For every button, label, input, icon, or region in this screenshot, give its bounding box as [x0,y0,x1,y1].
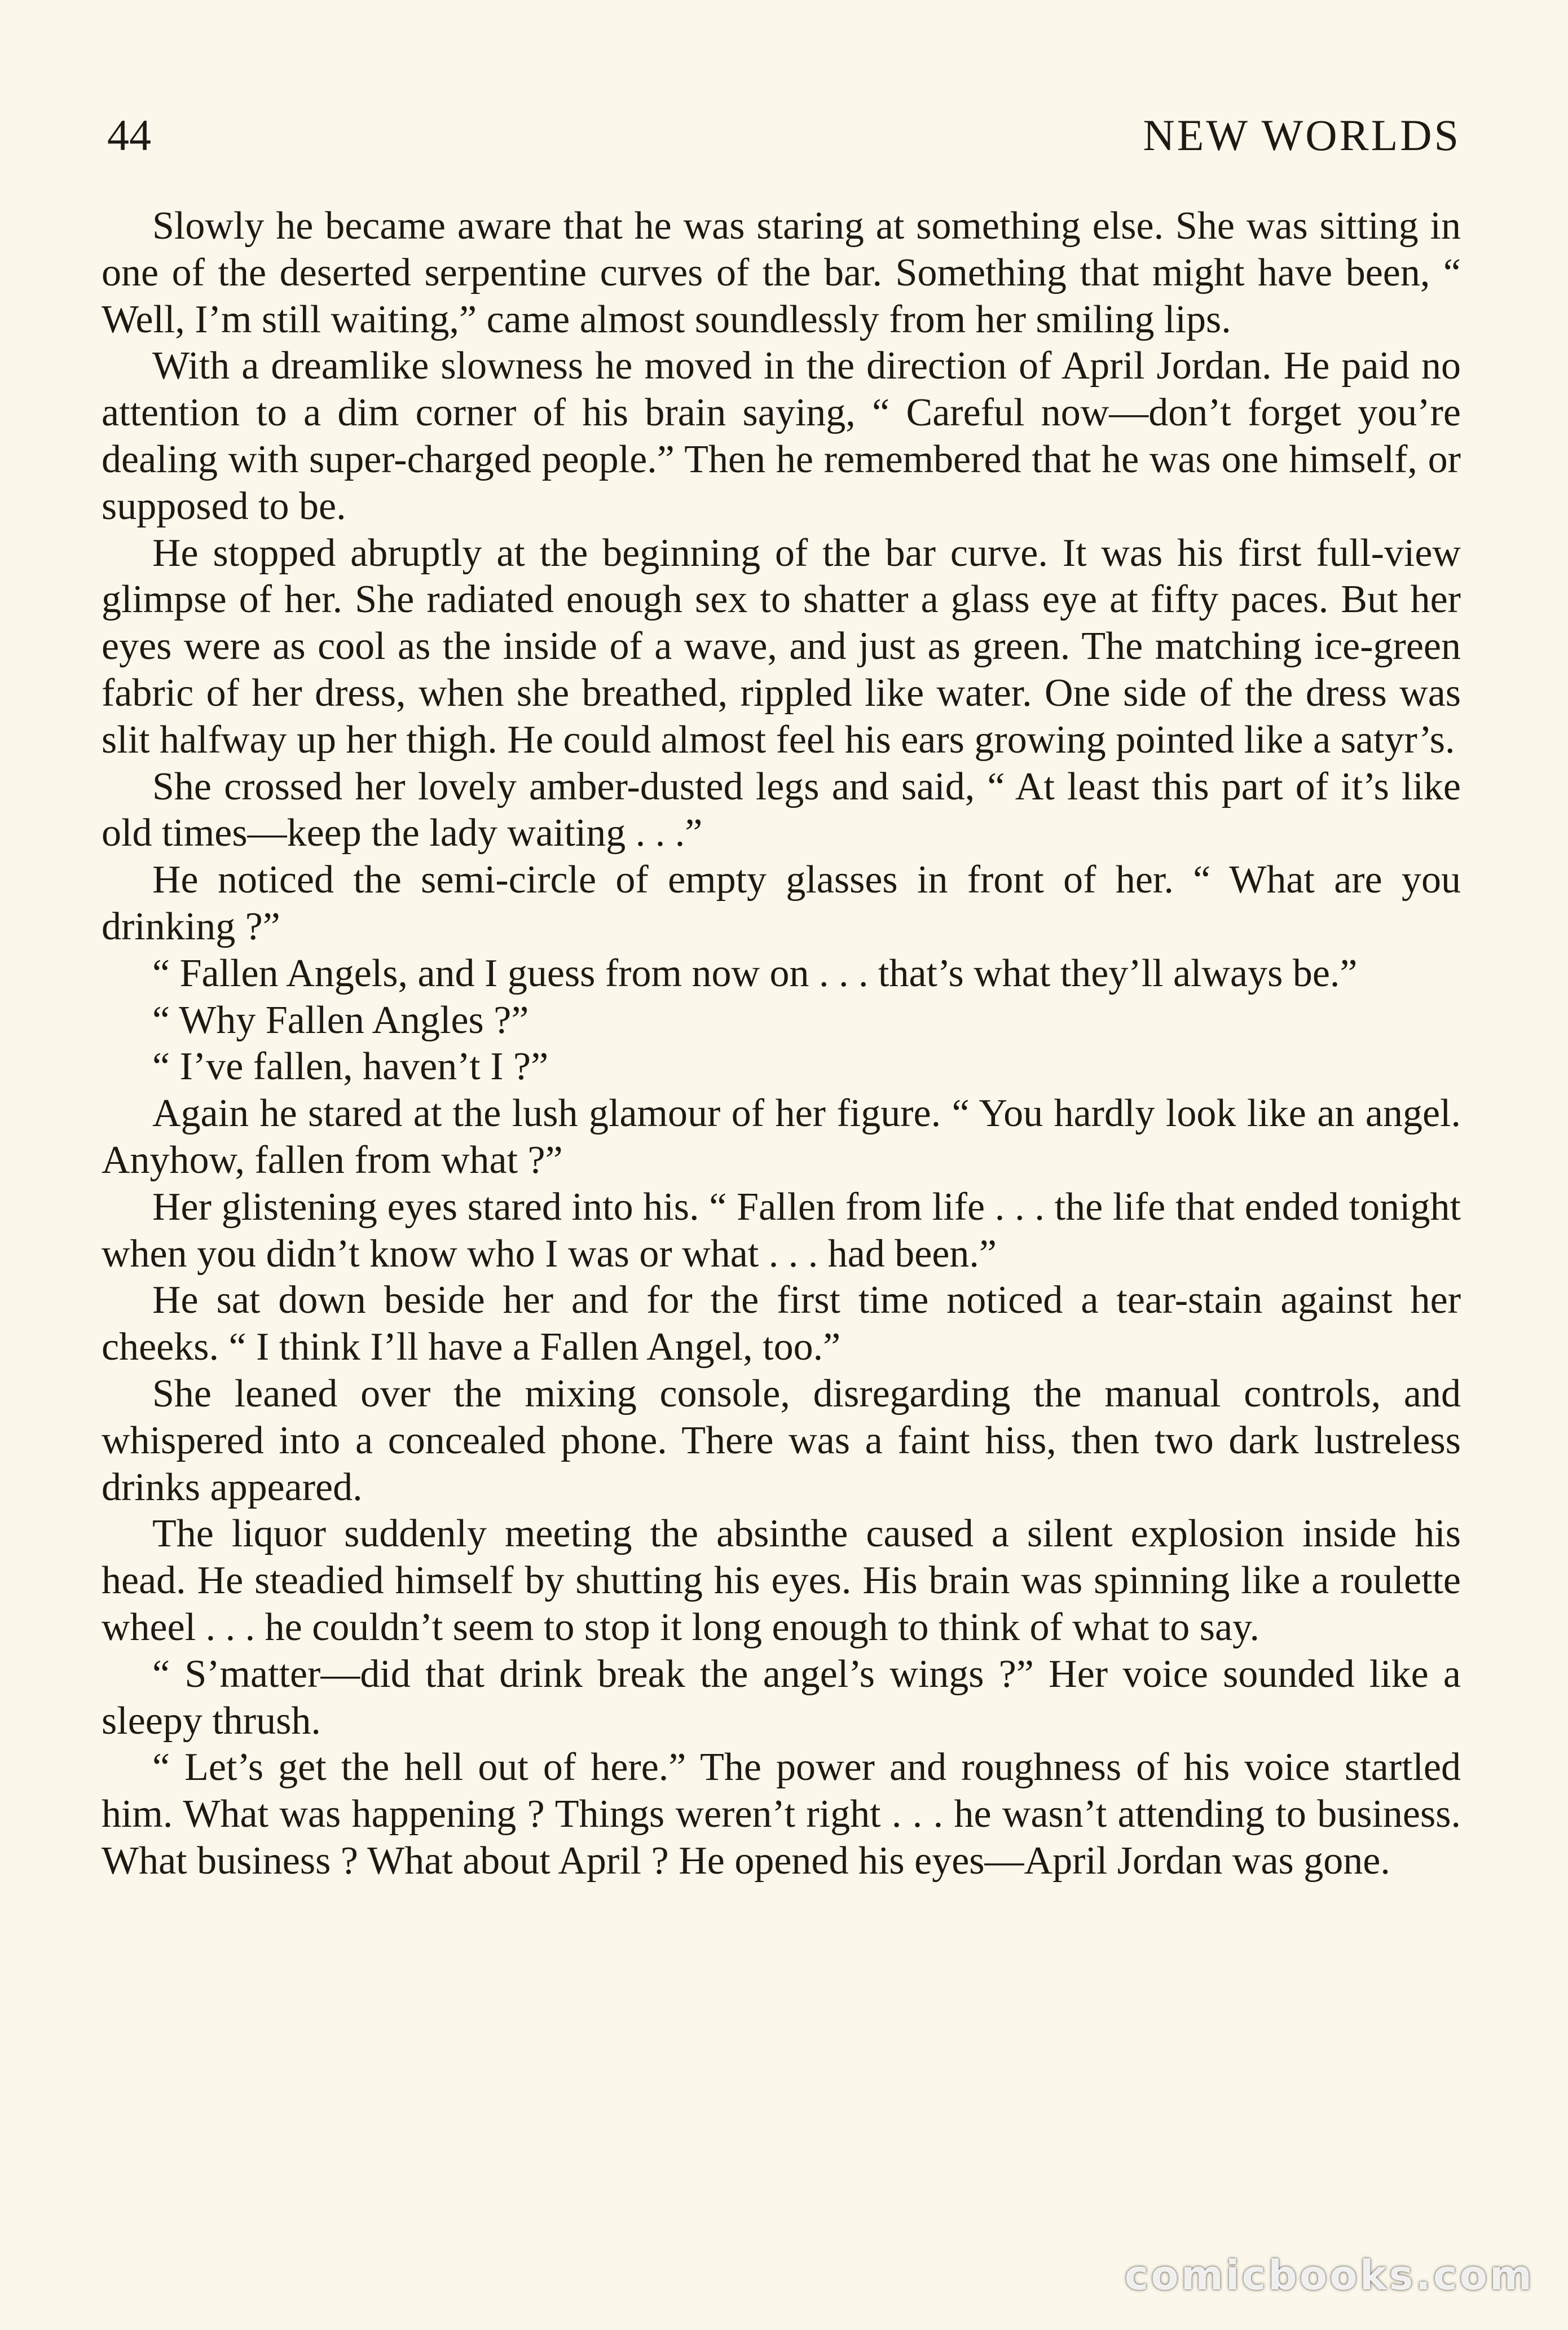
paragraph: She leaned over the mixing console, disregarding the manual controls, and whispered into a concealed phone. There was a faint hiss, then two dark lustreless drinks appeared. [102,1371,1461,1509]
body-text [102,203,1461,1885]
paragraph: “ S’matter—did that drink break the angel’s wings ?” Her voice sounded like a sleepy thrush. [102,1652,1461,1743]
paragraph: She crossed her lovely amber-dusted legs and said, “ At least this part of it’s like old times—keep the lady waiting . . .” [102,764,1461,855]
paragraph: The liquor suddenly meeting the absinthe caused a silent explosion inside his head. He steadied himself by shutting his eyes. His brain was spinning like a roulette wheel . . . he couldn’t seem to stop it long enough to think of what to say. [102,1512,1461,1649]
watermark: comicbooks.com [1124,2252,1534,2299]
paragraph: With a dreamlike slowness he moved in the direction of April Jordan. He paid no attention to a dim corner of his brain saying, “ Careful now—don’t forget you’re dealing with super-charged people.” Then he remembered that he was one himself, or supposed to be. [102,344,1461,528]
paragraph: Again he stared at the lush glamour of her figure. “ You hardly look like an angel. Anyhow, fallen from what ?” [102,1092,1461,1182]
paragraph: He noticed the semi-circle of empty glasses in front of her. “ What are you drinking ?” [102,858,1461,948]
paragraph: He sat down beside her and for the first time noticed a tear-stain against her cheeks. “ I think I’ll have a Fallen Angel, too.” [102,1278,1461,1369]
paragraph: Her glistening eyes stared into his. “ Fallen from life . . . the life that ended tonight when you didn’t know who I was or what . . . had been.” [102,1185,1461,1276]
paragraph: “ Let’s get the hell out of here.” The power and roughness of his voice startled him. What was happening ? Things weren’t right . . . he wasn’t attending to business. What business ? What about April ? He opened his eyes—April Jordan was gone. [102,1746,1461,1883]
paragraph: “ I’ve fallen, haven’t I ?” [152,1045,549,1089]
paragraph: “ Why Fallen Angles ?” [152,998,529,1042]
paragraph: “ Fallen Angels, and I guess from now on . . . that’s what they’ll always be.” [152,951,1358,995]
page-header [107,107,1461,164]
paragraph: He stopped abruptly at the beginning of the bar curve. It was his first full-view glimpse of her. She radiated enough sex to shatter a glass eye at fifty paces. But her eyes were as cool as the inside of a wave, and just as green. The matching ice-green fabric of her dress, when she breathed, rippled like water. One side of the dress was slit halfway up her thigh. He could almost feel his ears growing pointed like a satyr’s. [102,531,1461,762]
paragraph: Slowly he became aware that he was staring at something else. She was sitting in one of the deserted serpentine curves of the bar. Something that might have been, “ Well, I’m still waiting,” came almost soundlessly from her smiling lips. [102,204,1461,341]
running-title: NEW WORLDS [1143,111,1461,160]
page-number: 44 [107,111,151,160]
